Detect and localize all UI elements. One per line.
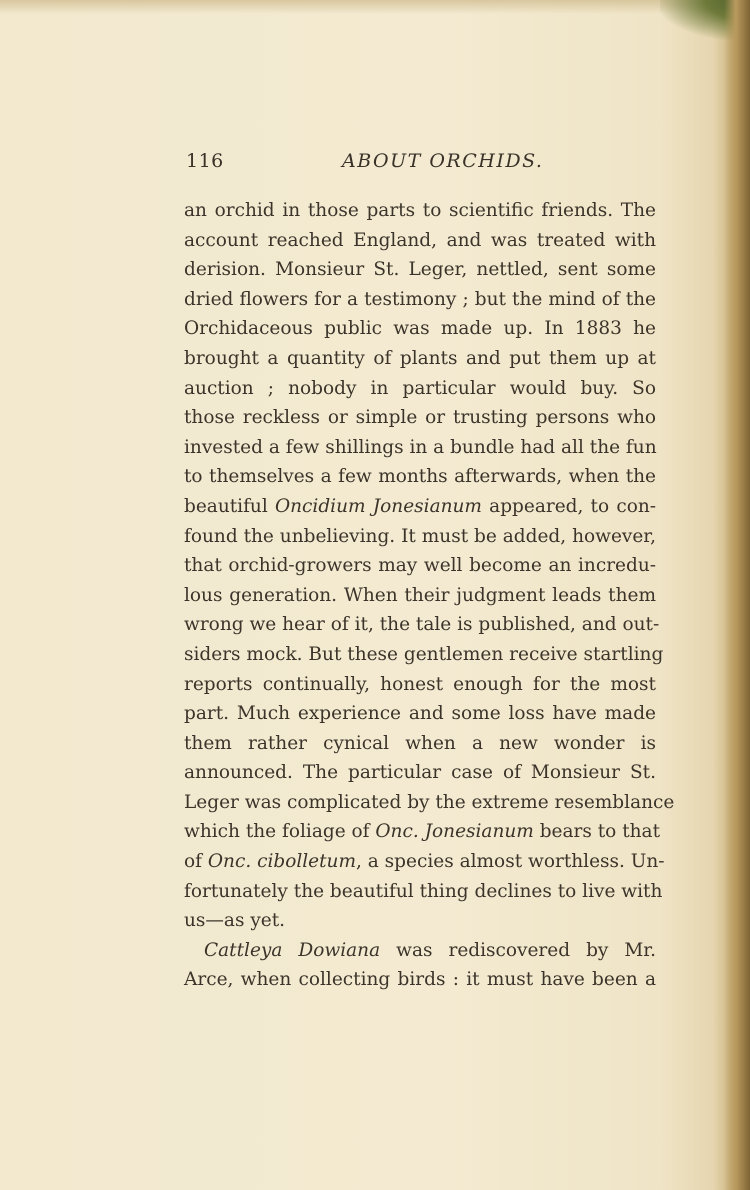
page-top-edge bbox=[0, 0, 750, 14]
text-line bbox=[184, 906, 656, 936]
text-line bbox=[184, 610, 660, 640]
text-span: derision. Monsieur St. Leger, nettled, sent some bbox=[184, 259, 656, 281]
text-line bbox=[184, 788, 675, 818]
text-span: to themselves a few months afterwards, when the bbox=[184, 466, 656, 488]
text-span: lous generation. When their judgment leads them bbox=[184, 584, 656, 606]
text-line bbox=[184, 936, 656, 966]
text-line bbox=[184, 847, 665, 877]
text-line bbox=[184, 522, 656, 552]
page-header bbox=[186, 150, 656, 180]
text-line bbox=[184, 462, 656, 492]
italic-text: Cattleya Dowiana bbox=[204, 939, 381, 961]
text-line bbox=[184, 729, 656, 759]
body-text bbox=[184, 196, 675, 995]
text-line bbox=[184, 877, 663, 907]
running-head: ABOUT ORCHIDS. bbox=[342, 150, 544, 172]
text-span: account reached England, and was treated with bbox=[184, 229, 656, 251]
text-span: fortunately the beautiful thing declines to live with bbox=[184, 880, 663, 902]
text-line bbox=[184, 226, 656, 256]
page-spine-shadow bbox=[724, 0, 750, 1190]
text-span: auction ; nobody in particular would buy. So bbox=[184, 377, 656, 399]
text-span: siders mock. But these gentlemen receive startling bbox=[184, 643, 664, 665]
text-span: announced. The particular case of Monsieur St. bbox=[184, 762, 656, 784]
text-span: appeared, to con- bbox=[481, 495, 656, 517]
text-span: those reckless or simple or trusting persons who bbox=[184, 407, 656, 429]
text-line bbox=[184, 374, 656, 404]
text-span: brought a quantity of plants and put them up at bbox=[184, 347, 656, 369]
text-span: dried flowers for a testimony ; but the mind of the bbox=[184, 288, 656, 310]
text-line bbox=[184, 817, 661, 847]
text-span: Leger was complicated by the extreme resemblance bbox=[184, 791, 675, 813]
text-span: , a species almost worthless. Un- bbox=[356, 851, 665, 873]
text-span: us—as yet. bbox=[184, 910, 286, 932]
italic-text: Onc. cibolletum bbox=[207, 851, 357, 873]
text-span: that orchid-growers may well become an incredu- bbox=[184, 555, 656, 577]
text-span: which the foliage of bbox=[184, 821, 376, 843]
italic-text: Oncidium Jonesianum bbox=[274, 495, 482, 517]
text-span: reports continually, honest enough for the most bbox=[184, 673, 656, 695]
text-line bbox=[184, 581, 656, 611]
text-span: an orchid in those parts to scientific friends. The bbox=[184, 200, 656, 221]
text-line bbox=[184, 285, 656, 315]
text-line bbox=[184, 255, 656, 285]
text-line bbox=[184, 314, 656, 344]
text-span: Orchidaceous public was made up. In 1883 he bbox=[184, 318, 656, 340]
text-line bbox=[184, 492, 656, 522]
text-span: Arce, when collecting birds : it must have been a bbox=[184, 969, 656, 991]
text-line bbox=[184, 758, 656, 788]
text-line bbox=[184, 670, 656, 700]
text-span: them rather cynical when a new wonder is bbox=[184, 732, 656, 754]
text-span: invested a few shillings in a bundle had all the fun bbox=[184, 436, 657, 458]
page-number: 116 bbox=[186, 150, 224, 172]
text-line bbox=[184, 403, 656, 433]
text-line bbox=[184, 551, 656, 581]
italic-text: Onc. Jonesianum bbox=[375, 821, 534, 843]
text-span: part. Much experience and some loss have made bbox=[184, 703, 656, 725]
text-line bbox=[184, 640, 664, 670]
text-span: was rediscovered by Mr. bbox=[380, 939, 656, 961]
text-line bbox=[184, 344, 656, 374]
text-span: beautiful bbox=[184, 495, 275, 517]
text-line bbox=[184, 699, 656, 729]
text-line bbox=[184, 965, 656, 995]
text-line bbox=[184, 433, 656, 463]
text-span: wrong we hear of it, the tale is published, and out- bbox=[184, 614, 660, 636]
text-line bbox=[184, 196, 656, 226]
text-span: found the unbelieving. It must be added, however, bbox=[184, 525, 656, 547]
text-span: of bbox=[184, 851, 208, 873]
text-span: bears to that bbox=[533, 821, 661, 843]
